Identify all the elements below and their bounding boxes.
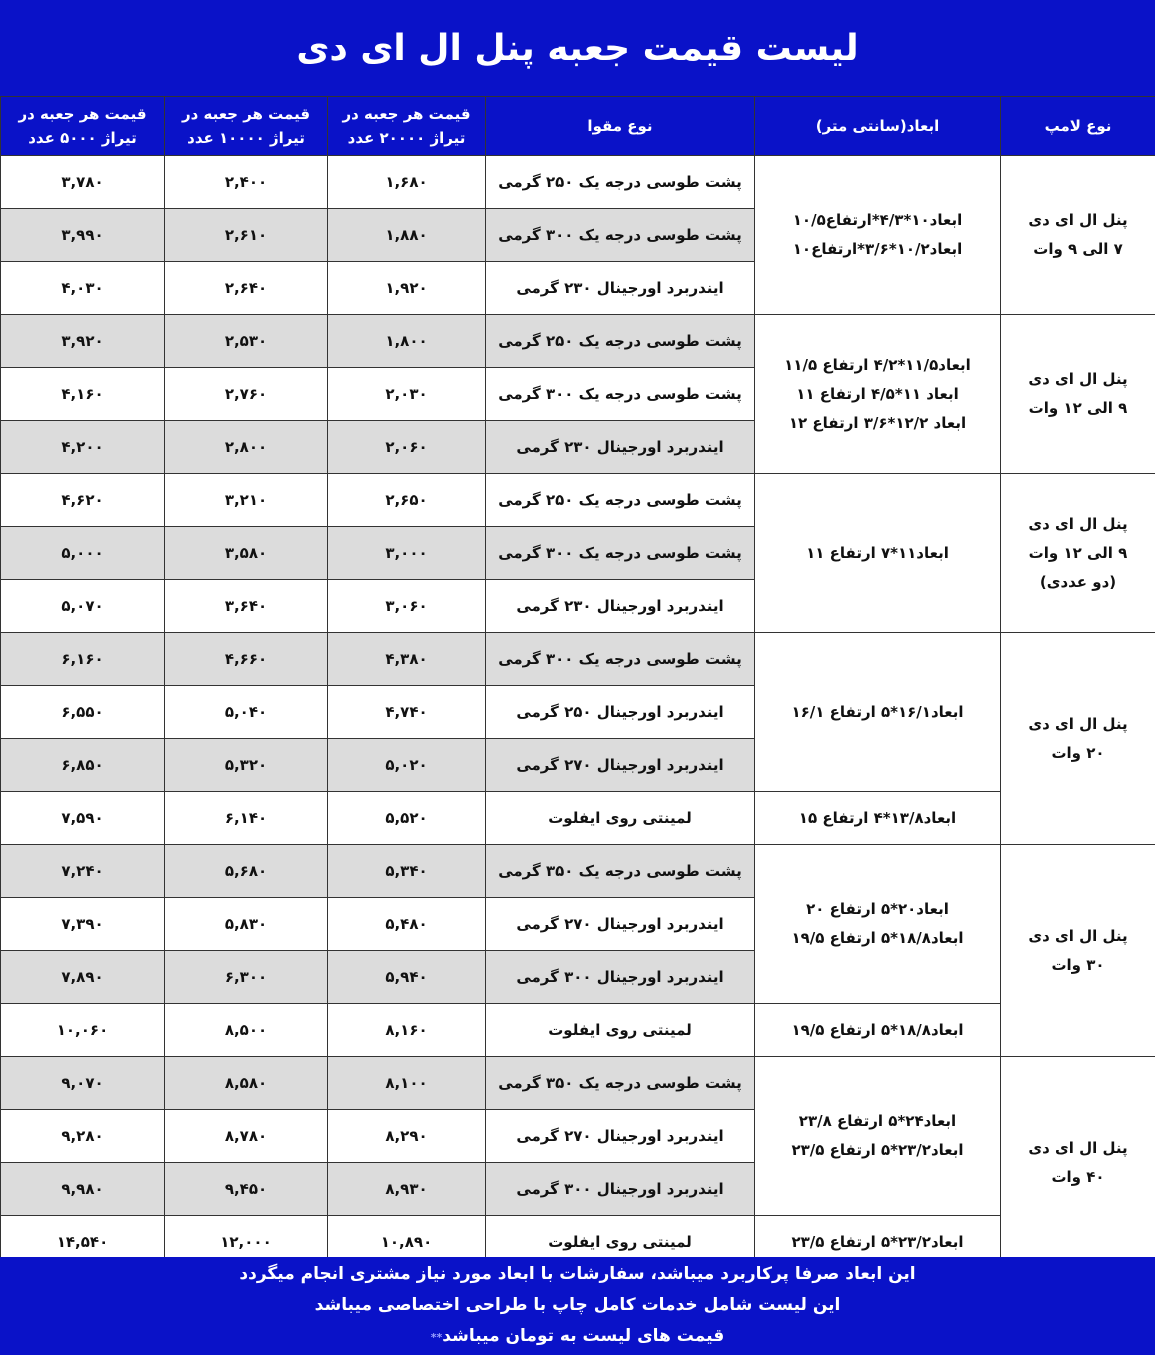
price-20000-cell: ۵,۵۲۰ <box>328 792 486 845</box>
footer-note-currency <box>0 1321 1155 1353</box>
price-20000-cell: ۳,۰۰۰ <box>328 527 486 580</box>
lamp-type-cell <box>1001 315 1155 474</box>
lamp-type-line: ۳۰ وات <box>1051 955 1105 974</box>
lamp-type-cell <box>1001 156 1155 315</box>
table-row <box>1 1004 1155 1057</box>
price-5000-cell: ۳,۷۸۰ <box>1 156 165 209</box>
table-header-row <box>1 97 1155 156</box>
lamp-type-line: پنل ال ای دی <box>1028 370 1128 388</box>
price-20000-cell: ۸,۱۰۰ <box>328 1057 486 1110</box>
price-5000-cell: ۳,۹۲۰ <box>1 315 165 368</box>
price-5000-cell: ۳,۹۹۰ <box>1 209 165 262</box>
material-cell: لمینتی روی ایفلوت <box>486 1004 755 1057</box>
price-20000-cell: ۴,۷۴۰ <box>328 686 486 739</box>
dimensions-line: ابعاد ۱۲/۲*۳/۶ ارتفاع ۱۲ <box>788 413 967 432</box>
price-20000-cell: ۲,۰۶۰ <box>328 421 486 474</box>
footer-note-currency-text: قیمت های لیست به تومان میباشد <box>442 1326 725 1346</box>
price-10000-cell: ۵,۳۲۰ <box>165 739 328 792</box>
price-5000-cell: ۴,۰۳۰ <box>1 262 165 315</box>
price-5000-cell: ۷,۳۹۰ <box>1 898 165 951</box>
price-10000-cell: ۵,۰۴۰ <box>165 686 328 739</box>
dimensions-cell <box>755 474 1001 633</box>
price-20000-cell: ۸,۲۹۰ <box>328 1110 486 1163</box>
price-10000-cell: ۲,۷۶۰ <box>165 368 328 421</box>
price-20000-cell: ۵,۹۴۰ <box>328 951 486 1004</box>
price-5000-cell: ۷,۸۹۰ <box>1 951 165 1004</box>
price-20000-cell: ۵,۴۸۰ <box>328 898 486 951</box>
lamp-type-line: ۹ الی ۱۲ وات <box>1028 399 1128 417</box>
table-row <box>1 315 1155 368</box>
footer-star-mark: ** <box>430 1331 443 1344</box>
dimensions-line: ابعاد ۱۱*۴/۵ ارتفاع ۱۱ <box>796 384 959 403</box>
header-material: نوع مقوا <box>486 97 755 156</box>
dimensions-cell <box>755 792 1001 845</box>
header-lamp-type: نوع لامپ <box>1001 97 1155 156</box>
lamp-type-line: ۲۰ وات <box>1051 743 1105 762</box>
dimensions-cell <box>755 315 1001 474</box>
price-20000-cell: ۸,۱۶۰ <box>328 1004 486 1057</box>
dimensions-cell <box>755 1057 1001 1216</box>
price-10000-cell: ۸,۵۰۰ <box>165 1004 328 1057</box>
dimensions-cell <box>755 845 1001 1004</box>
price-5000-cell: ۱۴,۵۴۰ <box>1 1216 165 1269</box>
dimensions-line: ابعاد۲۴*۵ ارتفاع ۲۳/۸ <box>798 1112 957 1130</box>
dimensions-cell <box>755 156 1001 315</box>
price-20000-cell: ۱,۸۰۰ <box>328 315 486 368</box>
dimensions-line: ابعاد۲۳/۲*۵ ارتفاع ۲۳/۵ <box>791 1232 964 1251</box>
lamp-type-line: ۴۰ وات <box>1051 1167 1105 1186</box>
lamp-type-line: پنل ال ای دی <box>1028 926 1128 945</box>
material-cell: پشت طوسی درجه یک ۳۵۰ گرمی <box>486 845 755 898</box>
price-5000-cell: ۷,۵۹۰ <box>1 792 165 845</box>
price-5000-cell: ۵,۰۷۰ <box>1 580 165 633</box>
price-10000-cell: ۸,۵۸۰ <box>165 1057 328 1110</box>
lamp-type-cell <box>1001 633 1155 845</box>
table-row <box>1 1057 1155 1110</box>
price-5000-cell: ۹,۹۸۰ <box>1 1163 165 1216</box>
price-5000-cell: ۶,۸۵۰ <box>1 739 165 792</box>
price-20000-cell: ۱,۹۲۰ <box>328 262 486 315</box>
lamp-type-line: ۹ الی ۱۲ وات <box>1028 543 1128 562</box>
dimensions-line: ابعاد۲۰*۵ ارتفاع ۲۰ <box>806 900 949 918</box>
table-body <box>1 156 1155 1269</box>
price-20000-cell: ۴,۳۸۰ <box>328 633 486 686</box>
price-20000-cell: ۲,۰۳۰ <box>328 368 486 421</box>
price-10000-cell: ۵,۶۸۰ <box>165 845 328 898</box>
material-cell: پشت طوسی درجه یک ۳۰۰ گرمی <box>486 209 755 262</box>
table-row <box>1 633 1155 686</box>
lamp-type-line: پنل ال ای دی <box>1028 211 1128 229</box>
dimensions-line: ابعاد۱۸/۸*۵ ارتفاع ۱۹/۵ <box>791 929 964 947</box>
table-row <box>1 474 1155 527</box>
price-5000-cell: ۷,۲۴۰ <box>1 845 165 898</box>
price-20000-cell: ۵,۰۲۰ <box>328 739 486 792</box>
price-5000-cell: ۴,۲۰۰ <box>1 421 165 474</box>
price-10000-cell: ۸,۷۸۰ <box>165 1110 328 1163</box>
dimensions-line: ابعاد۱۶/۱*۵ ارتفاع ۱۶/۱ <box>791 702 964 721</box>
price-5000-cell: ۶,۵۵۰ <box>1 686 165 739</box>
price-20000-cell: ۱,۶۸۰ <box>328 156 486 209</box>
material-cell: ایندربرد اورجینال ۲۷۰ گرمی <box>486 898 755 951</box>
dimensions-line: ابعاد۱۱*۷ ارتفاع ۱۱ <box>806 543 949 562</box>
footer-note-custom-sizes: این ابعاد صرفا پرکاربرد میباشد، سفارشات با ابعاد مورد نیاز مشتری انجام میگردد <box>239 1264 916 1284</box>
dimensions-line: ابعاد۱۰*۴/۳*ارتفاع۱۰/۵ <box>792 211 963 229</box>
header-price-10000: قیمت هر جعبه در تیراژ ۱۰۰۰۰ عدد <box>165 97 328 156</box>
price-10000-cell: ۲,۴۰۰ <box>165 156 328 209</box>
dimensions-line: ابعاد۱۸/۸*۵ ارتفاع ۱۹/۵ <box>791 1020 964 1039</box>
price-20000-cell: ۸,۹۳۰ <box>328 1163 486 1216</box>
table-row <box>1 156 1155 209</box>
price-10000-cell: ۳,۲۱۰ <box>165 474 328 527</box>
material-cell: پشت طوسی درجه یک ۲۵۰ گرمی <box>486 156 755 209</box>
material-cell: ایندربرد اورجینال ۲۳۰ گرمی <box>486 262 755 315</box>
price-10000-cell: ۲,۵۳۰ <box>165 315 328 368</box>
price-5000-cell: ۹,۰۷۰ <box>1 1057 165 1110</box>
price-10000-cell: ۲,۶۱۰ <box>165 209 328 262</box>
price-10000-cell: ۶,۳۰۰ <box>165 951 328 1004</box>
price-20000-cell: ۳,۰۶۰ <box>328 580 486 633</box>
price-table <box>0 96 1155 1269</box>
material-cell: پشت طوسی درجه یک ۲۵۰ گرمی <box>486 315 755 368</box>
price-10000-cell: ۲,۶۴۰ <box>165 262 328 315</box>
price-10000-cell: ۹,۴۵۰ <box>165 1163 328 1216</box>
price-10000-cell: ۴,۶۶۰ <box>165 633 328 686</box>
price-5000-cell: ۶,۱۶۰ <box>1 633 165 686</box>
price-10000-cell: ۳,۵۸۰ <box>165 527 328 580</box>
table-row <box>1 792 1155 845</box>
price-5000-cell: ۱۰,۰۶۰ <box>1 1004 165 1057</box>
material-cell: پشت طوسی درجه یک ۳۰۰ گرمی <box>486 633 755 686</box>
lamp-type-line: پنل ال ای دی <box>1028 514 1128 533</box>
price-10000-cell: ۱۲,۰۰۰ <box>165 1216 328 1269</box>
material-cell: ایندربرد اورجینال ۲۳۰ گرمی <box>486 421 755 474</box>
price-20000-cell: ۱۰,۸۹۰ <box>328 1216 486 1269</box>
material-cell: پشت طوسی درجه یک ۳۵۰ گرمی <box>486 1057 755 1110</box>
price-10000-cell: ۳,۶۴۰ <box>165 580 328 633</box>
lamp-type-cell <box>1001 474 1155 633</box>
material-cell: پشت طوسی درجه یک ۳۰۰ گرمی <box>486 527 755 580</box>
table-row <box>1 845 1155 898</box>
price-20000-cell: ۲,۶۵۰ <box>328 474 486 527</box>
lamp-type-line: پنل ال ای دی <box>1028 1138 1128 1157</box>
header-price-5000: قیمت هر جعبه در تیراژ ۵۰۰۰ عدد <box>1 97 165 156</box>
material-cell: پشت طوسی درجه یک ۲۵۰ گرمی <box>486 474 755 527</box>
lamp-type-line: (دو عددی) <box>1039 572 1117 591</box>
price-20000-cell: ۱,۸۸۰ <box>328 209 486 262</box>
lamp-type-cell <box>1001 845 1155 1057</box>
header-price-20000: قیمت هر جعبه در تیراژ ۲۰۰۰۰ عدد <box>328 97 486 156</box>
material-cell: ایندربرد اورجینال ۳۰۰ گرمی <box>486 1163 755 1216</box>
price-5000-cell: ۵,۰۰۰ <box>1 527 165 580</box>
dimensions-cell <box>755 633 1001 792</box>
lamp-type-cell <box>1001 1057 1155 1269</box>
price-5000-cell: ۹,۲۸۰ <box>1 1110 165 1163</box>
material-cell: ایندربرد اورجینال ۲۳۰ گرمی <box>486 580 755 633</box>
price-10000-cell: ۶,۱۴۰ <box>165 792 328 845</box>
price-5000-cell: ۴,۶۲۰ <box>1 474 165 527</box>
lamp-type-line: ۷ الی ۹ وات <box>1033 240 1123 258</box>
material-cell: ایندربرد اورجینال ۲۷۰ گرمی <box>486 1110 755 1163</box>
material-cell: لمینتی روی ایفلوت <box>486 1216 755 1269</box>
header-dimensions: ابعاد(سانتی متر) <box>755 97 1001 156</box>
material-cell: ایندربرد اورجینال ۲۵۰ گرمی <box>486 686 755 739</box>
material-cell: پشت طوسی درجه یک ۳۰۰ گرمی <box>486 368 755 421</box>
price-20000-cell: ۵,۳۴۰ <box>328 845 486 898</box>
dimensions-line: ابعاد۱۰/۲*۳/۶*ارتفاع۱۰ <box>792 240 963 258</box>
dimensions-line: ابعاد۱۱/۵*۴/۲ ارتفاع ۱۱/۵ <box>784 355 971 374</box>
price-10000-cell: ۲,۸۰۰ <box>165 421 328 474</box>
dimensions-cell <box>755 1004 1001 1057</box>
dimensions-line: ابعاد۱۳/۸*۴ ارتفاع ۱۵ <box>798 808 957 827</box>
page-title: لیست قیمت جعبه پنل ال ای دی <box>0 0 1155 96</box>
footer-note-print-services: این لیست شامل خدمات کامل چاپ با طراحی اختصاصی میباشد <box>314 1295 841 1315</box>
dimensions-line: ابعاد۲۳/۲*۵ ارتفاع ۲۳/۵ <box>791 1141 964 1159</box>
material-cell: ایندربرد اورجینال ۳۰۰ گرمی <box>486 951 755 1004</box>
footer-notes <box>0 1257 1155 1355</box>
price-5000-cell: ۴,۱۶۰ <box>1 368 165 421</box>
material-cell: ایندربرد اورجینال ۲۷۰ گرمی <box>486 739 755 792</box>
material-cell: لمینتی روی ایفلوت <box>486 792 755 845</box>
price-10000-cell: ۵,۸۳۰ <box>165 898 328 951</box>
lamp-type-line: پنل ال ای دی <box>1028 714 1128 733</box>
